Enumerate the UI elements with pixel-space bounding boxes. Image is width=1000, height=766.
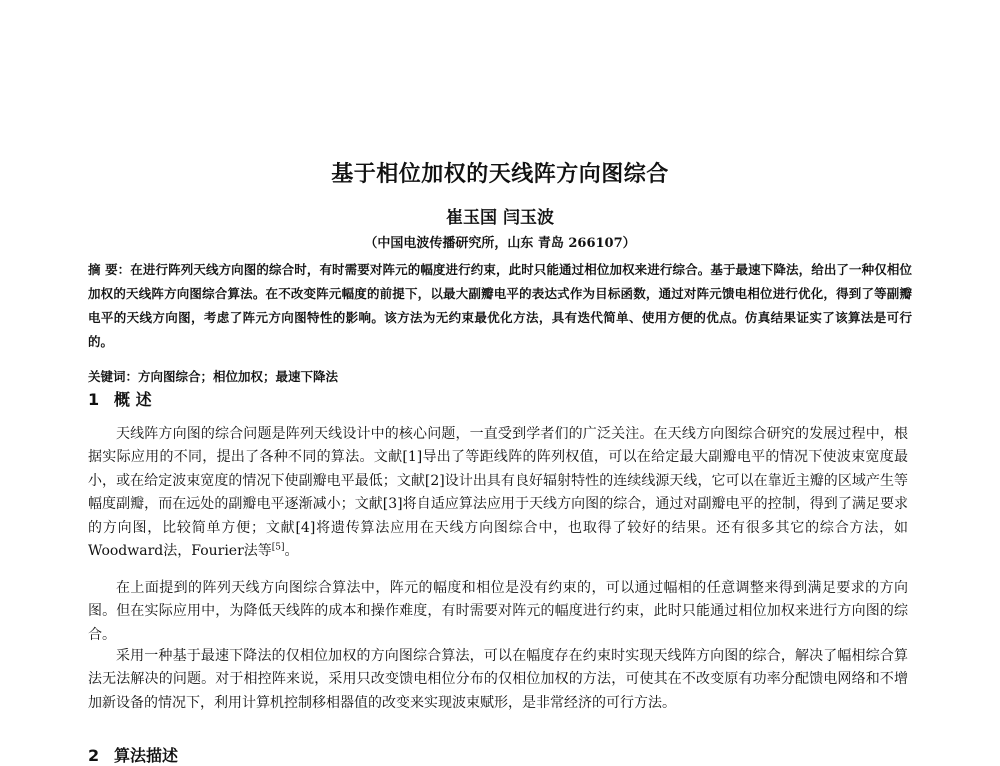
section-1-paragraph-1 [88, 423, 908, 563]
abstract-text: 在进行阵列天线方向图的综合时，有时需要对阵元的幅度进行约束，此时只能通过相位加权来进行综合。基于最速下降法，给出了一种仅相位加权的天线阵方向图综合算法。在不改变阵元幅度的前提下，以最大副瓣电平的表达式作为目标函数，通过对阵元馈电相位进行优化，得到了等副瓣电平的天线方向图，考虑了阵元方向图特性的影响。该方法为无约束最优化方法，具有迭代简单、使用方便的优点。仿真结果证实了该算法是可行的。 [88, 262, 912, 349]
section-1-title: 概 述 [114, 390, 152, 409]
section-1-paragraph-3: 采用一种基于最速下降法的仅相位加权的方向图综合算法，可以在幅度存在约束时实现天线阵方向图的综合，解决了幅相综合算法无法解决的问题。对于相控阵来说，采用只改变馈电相位分布的仅相位加权的方法，可使其在不改变原有功率分配馈电网络和不增加新设备的情况下，利用计算机控制移相器值的改变来实现波束赋形，是非常经济的可行方法。 [88, 648, 908, 711]
section-1-heading [88, 387, 152, 410]
paper-authors: 崔玉国 闫玉波 [446, 208, 554, 228]
paper-affiliation: （中国电波传播研究所，山东 青岛 266107） [364, 236, 636, 251]
keywords-label: 关键词： [88, 369, 139, 384]
abstract [88, 258, 912, 354]
paragraph-1-end: 。 [284, 543, 299, 560]
keywords-text: 方向图综合；相位加权；最速下降法 [138, 369, 339, 384]
abstract-label: 摘 要： [88, 262, 131, 277]
section-2-number: 2 [88, 746, 100, 765]
paragraph-1-text: 天线阵方向图的综合问题是阵列天线设计中的核心问题，一直受到学者们的广泛关注。在天线方向图综合研究的发展过程中，根据实际应用的不同，提出了各种不同的算法。文献[1]导出了等距线阵的阵列权值，可以在给定最大副瓣电平的情况下使波束宽度最小，或在给定波束宽度的情况下使副瓣电平最低；文献[2]设计出具有良好辐射特性的连续线源天线，它可以在靠近主瓣的区域产生等幅度副瓣，而在远处的副瓣电平逐渐减小；文献[3]将自适应算法应用于天线方向图的综合，通过对副瓣电平的控制，得到了满足要求的方向图，比较简单方便；文献[4]将遗传算法应用在天线方向图综合中，也取得了较好的结果。还有很多其它的综合方法，如Woodward法，Fourier法等 [88, 426, 908, 560]
section-1-number: 1 [88, 390, 100, 409]
keywords [88, 367, 912, 387]
paper-title: 基于相位加权的天线阵方向图综合 [331, 162, 669, 187]
citation-ref: [5] [271, 542, 285, 553]
section-1-paragraph-2: 在上面提到的阵列天线方向图综合算法中，阵元的幅度和相位是没有约束的，可以通过幅相的任意调整来得到满足要求的方向图。但在实际应用中，为降低天线阵的成本和操作难度，有时需要对阵元的幅度进行约束，此时只能通过相位加权来进行方向图的综合。 [88, 580, 908, 643]
section-2-heading [88, 743, 178, 766]
section-2-title: 算法描述 [114, 746, 179, 765]
